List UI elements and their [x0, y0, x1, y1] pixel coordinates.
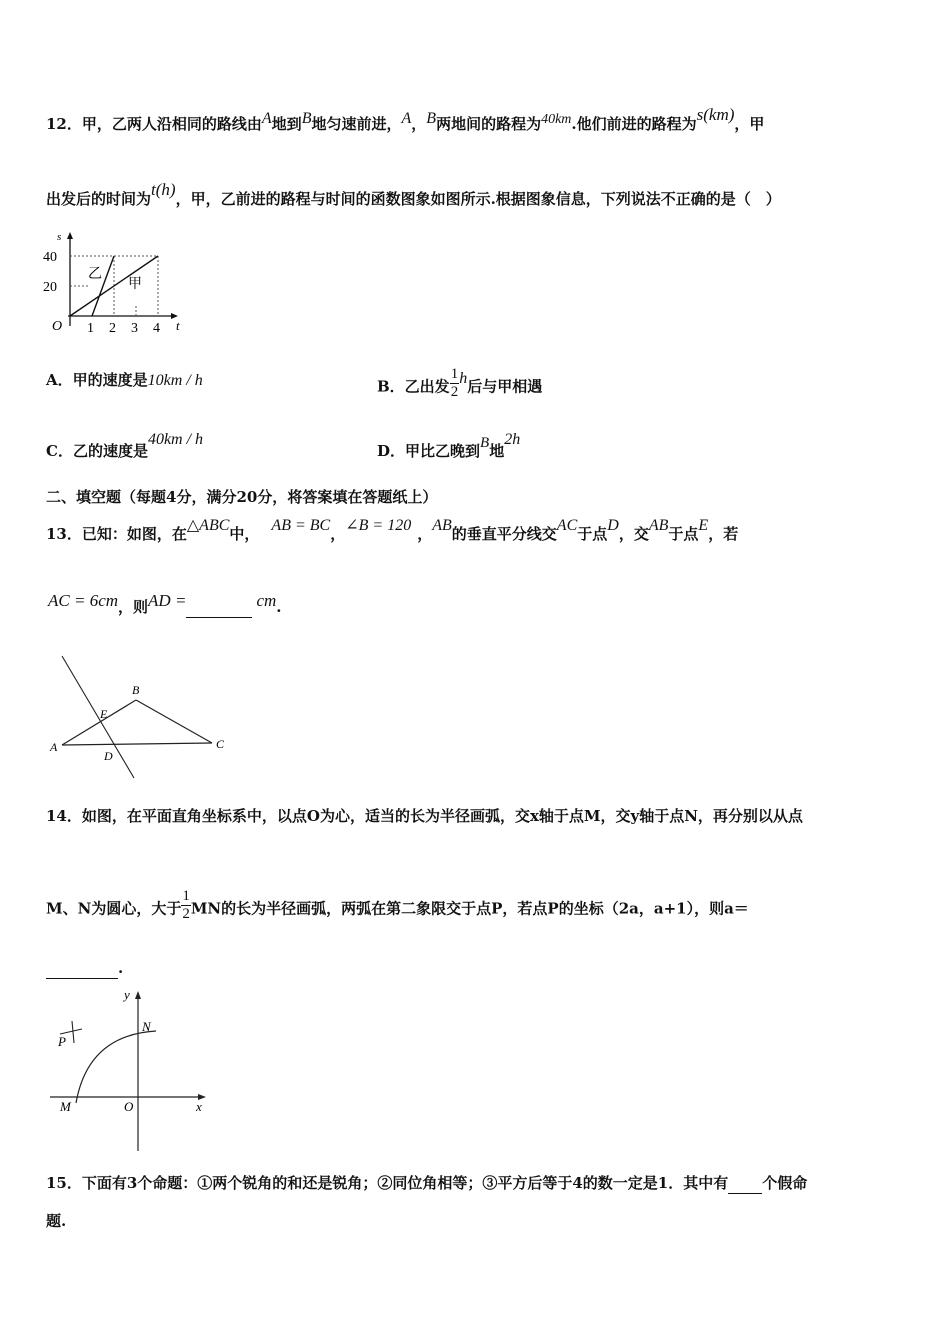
q13-side-ac — [62, 743, 212, 745]
q14-label-n: N — [142, 1019, 151, 1034]
q14-line2: M、N为圆心，大于 $\frac{1}{2}$ MN的长为半径画弧，两弧在第二象限交于点P，若点P的坐标（2a，a+1），则a＝ — [46, 888, 749, 922]
q12-option-c[interactable]: C．乙的速度是40km / h — [46, 431, 204, 460]
q14-arc — [76, 1031, 156, 1103]
q13-label-d: D — [104, 749, 113, 763]
q12-s-label: s — [57, 231, 62, 243]
fraction-one-half: $\frac{1}{2}$ — [450, 366, 459, 400]
q14-label-o: O — [124, 1099, 134, 1114]
q12-y-tick-40: 40 — [43, 250, 57, 265]
q14-label-p: P — [58, 1034, 66, 1049]
q13-side-bc — [136, 700, 212, 743]
q12-t-label: t — [176, 318, 180, 333]
q12-line-yi — [92, 256, 114, 316]
q14-answer-blank[interactable] — [46, 958, 118, 979]
q14-line1: 14．如图，在平面直角坐标系中，以点O为心，适当的长为半径画弧，交x轴于点M，交y轴于点N，再分别以从点 — [46, 807, 803, 825]
q14-label-x: x — [196, 1099, 202, 1114]
q12-number: 12． — [46, 115, 82, 133]
fraction-one-half: $\frac{1}{2}$ — [182, 888, 190, 922]
q15-line2: 题. — [46, 1212, 67, 1230]
q14-figure — [46, 985, 216, 1155]
q14-label-y: y — [124, 987, 130, 1002]
q13-line2: AC = 6cm，则AD = cm. — [48, 591, 282, 616]
section-heading: 二、填空题（每题4分，满分20分，将答案填在答题纸上） — [46, 488, 438, 506]
q13-line1: 13．已知：如图，在△ABC中， AB = BC，∠B = 120 ，AB的垂直平分线交AC于点D，交AB于点E，若 — [46, 517, 739, 543]
q13-label-c: C — [216, 737, 225, 751]
q13-figure — [48, 650, 248, 780]
q12-graph — [40, 228, 200, 338]
q12-x-tick-3: 3 — [131, 321, 138, 336]
q12-y-tick-20: 20 — [43, 280, 57, 295]
q13-answer-blank[interactable] — [186, 597, 252, 618]
q13-side-ab — [62, 700, 136, 745]
q12-line2: 出发后的时间为t(h)，甲，乙前进的路程与时间的函数图象如图所示.根据图象信息，下列说法不正确的是（ ） — [46, 180, 781, 208]
q15-answer-blank[interactable] — [728, 1173, 762, 1194]
q14-label-m: M — [60, 1099, 71, 1114]
q12-line1: 12．甲，乙两人沿相同的路线由A地到B地匀速前进，A，B两地间的路程为40km.他们前进的路程为s(km)，甲 — [46, 105, 765, 133]
q12-option-d[interactable]: D．甲比乙晚到B地2h — [377, 431, 521, 460]
q12-label-jia: 甲 — [128, 277, 142, 292]
q13-label-a: A — [50, 740, 58, 754]
q14-mark-p-2 — [72, 1021, 74, 1043]
q12-origin: O — [52, 319, 63, 334]
q12-option-a[interactable]: A．甲的速度是10km / h — [46, 371, 203, 389]
q13-label-b: B — [132, 683, 140, 697]
q14-line3: . — [46, 958, 123, 979]
q12-option-b[interactable]: B．乙出发 $\frac{1}{2}$ h后与甲相遇 — [377, 366, 543, 400]
q15-line1: 15．下面有3个命题：①两个锐角的和还是锐角；②同位角相等；③平方后等于4的数一定是1．其中有 个假命 — [46, 1174, 808, 1192]
q13-perp-bisector — [62, 656, 134, 778]
q12-x-tick-4: 4 — [153, 321, 160, 336]
q13-label-e: E — [100, 707, 108, 721]
q12-label-yi: 乙 — [88, 267, 102, 282]
q12-x-tick-1: 1 — [87, 321, 94, 336]
q12-x-tick-2: 2 — [109, 321, 116, 336]
